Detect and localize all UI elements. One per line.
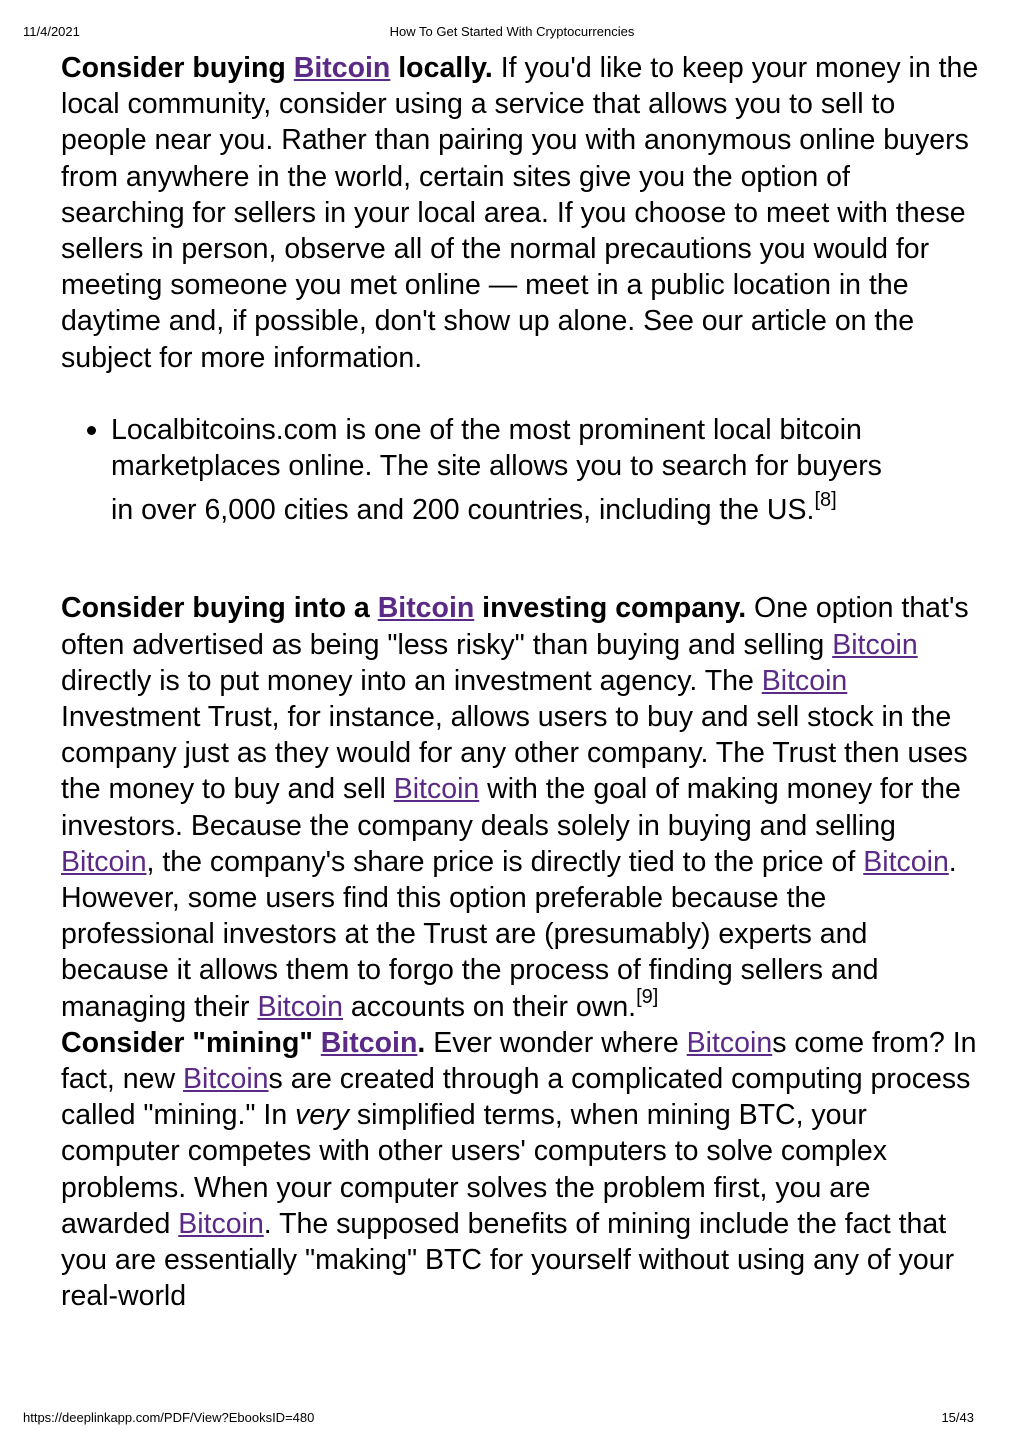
bullet-text: in over 6,000 cities and 200 countries, including the US. xyxy=(111,494,815,527)
section-buy-locally-heading xyxy=(61,52,493,84)
bitcoin-link[interactable]: Bitcoin xyxy=(761,664,848,697)
paragraph-text: s come from? In fact, new xyxy=(61,1026,977,1096)
paragraph-text: If you'd like to keep your money in the local community, consider using a service that allows you to sell to people near you. Rather than pairing you with anonymous online buyers from anywhere in the world, certain sites give you the option of searching for sellers in your local area. If you choose to meet with these sellers in person, observe all of the normal precautions you would for meeting someone you met online — meet in a public location in the daytime and, if possible, don't show up alone. See our article on the subject for more information. xyxy=(61,52,979,374)
section-mining xyxy=(61,1025,981,1315)
reference-link[interactable]: [8] xyxy=(814,489,837,512)
bitcoin-link[interactable]: Bitcoin xyxy=(178,1207,264,1240)
heading-text: locally. xyxy=(390,52,493,84)
spacer xyxy=(61,528,981,590)
bitcoin-link[interactable]: Bitcoin xyxy=(832,628,918,661)
bitcoin-link[interactable]: Bitcoin xyxy=(182,1063,269,1096)
bitcoin-link[interactable]: Bitcoin xyxy=(293,52,391,84)
bitcoin-link[interactable]: Bitcoin xyxy=(863,845,949,878)
section-mining-heading xyxy=(61,1027,425,1059)
heading-text: investing company. xyxy=(474,592,747,625)
section-investing-company xyxy=(61,590,981,1024)
paragraph-text: accounts on their own. xyxy=(343,990,637,1023)
article-body xyxy=(61,50,981,1315)
bitcoin-link[interactable]: Bitcoin xyxy=(257,990,343,1023)
heading-text: Consider buying into a xyxy=(61,592,378,625)
page-number: 15/43 xyxy=(941,1410,974,1425)
paragraph-text: One option that's often advertised as being "less risky" than buying and selling xyxy=(61,592,969,661)
heading-text: . xyxy=(417,1026,426,1059)
heading-text: Consider "mining" xyxy=(61,1026,321,1059)
paragraph-text: s are created through a complicated computing process called "mining." In xyxy=(61,1063,971,1132)
list-item xyxy=(111,412,981,529)
footer-url: https://deeplinkapp.com/PDF/View?EbooksID=480 xyxy=(23,1410,315,1425)
heading-text: Consider buying xyxy=(61,52,294,84)
bitcoin-link[interactable]: Bitcoin xyxy=(61,845,147,878)
bullet-text: Localbitcoins.com is one of the most prominent local bitcoin marketplaces online. The site allows you to search for buyers xyxy=(111,413,882,483)
header-date: 11/4/2021 xyxy=(23,24,80,39)
paragraph-text: , the company's share price is directly tied to the price of xyxy=(146,845,864,878)
bitcoin-link[interactable]: Bitcoin xyxy=(686,1026,773,1059)
reference-link[interactable]: [9] xyxy=(636,985,659,1008)
paragraph-text: . However, some users find this option preferable because the professional investors at the Trust are (presumably) experts and because it allows them to forgo the process of finding sellers and managing their xyxy=(61,845,957,1023)
section-investing-company-heading xyxy=(61,592,746,624)
section-buy-locally xyxy=(61,50,981,376)
paragraph-text: simplified terms, when mining BTC, your computer competes with other users' computers to solve complex problems. When your computer solves the problem first, you are awarded xyxy=(61,1099,887,1240)
bitcoin-link[interactable]: Bitcoin xyxy=(320,1026,418,1059)
bitcoin-link[interactable]: Bitcoin xyxy=(393,773,480,806)
paragraph-text: . The supposed benefits of mining include the fact that you are essentially "making" BTC for yourself without using any of your real-world xyxy=(61,1207,955,1313)
paragraph-text: Ever wonder where xyxy=(425,1026,687,1059)
emphasis-text: very xyxy=(295,1099,349,1132)
header-title: How To Get Started With Cryptocurrencies xyxy=(389,24,635,39)
paragraph-text: with the goal of making money for the investors. Because the company deals solely in buying and selling xyxy=(61,773,961,842)
paragraph-text: Investment Trust, for instance, allows users to buy and sell stock in the company just as they would for any other company. The Trust then uses the money to buy and sell xyxy=(61,701,968,806)
bitcoin-link[interactable]: Bitcoin xyxy=(377,592,475,625)
paragraph-text: directly is to put money into an investment agency. The xyxy=(61,664,762,697)
bullet-list xyxy=(61,412,981,529)
